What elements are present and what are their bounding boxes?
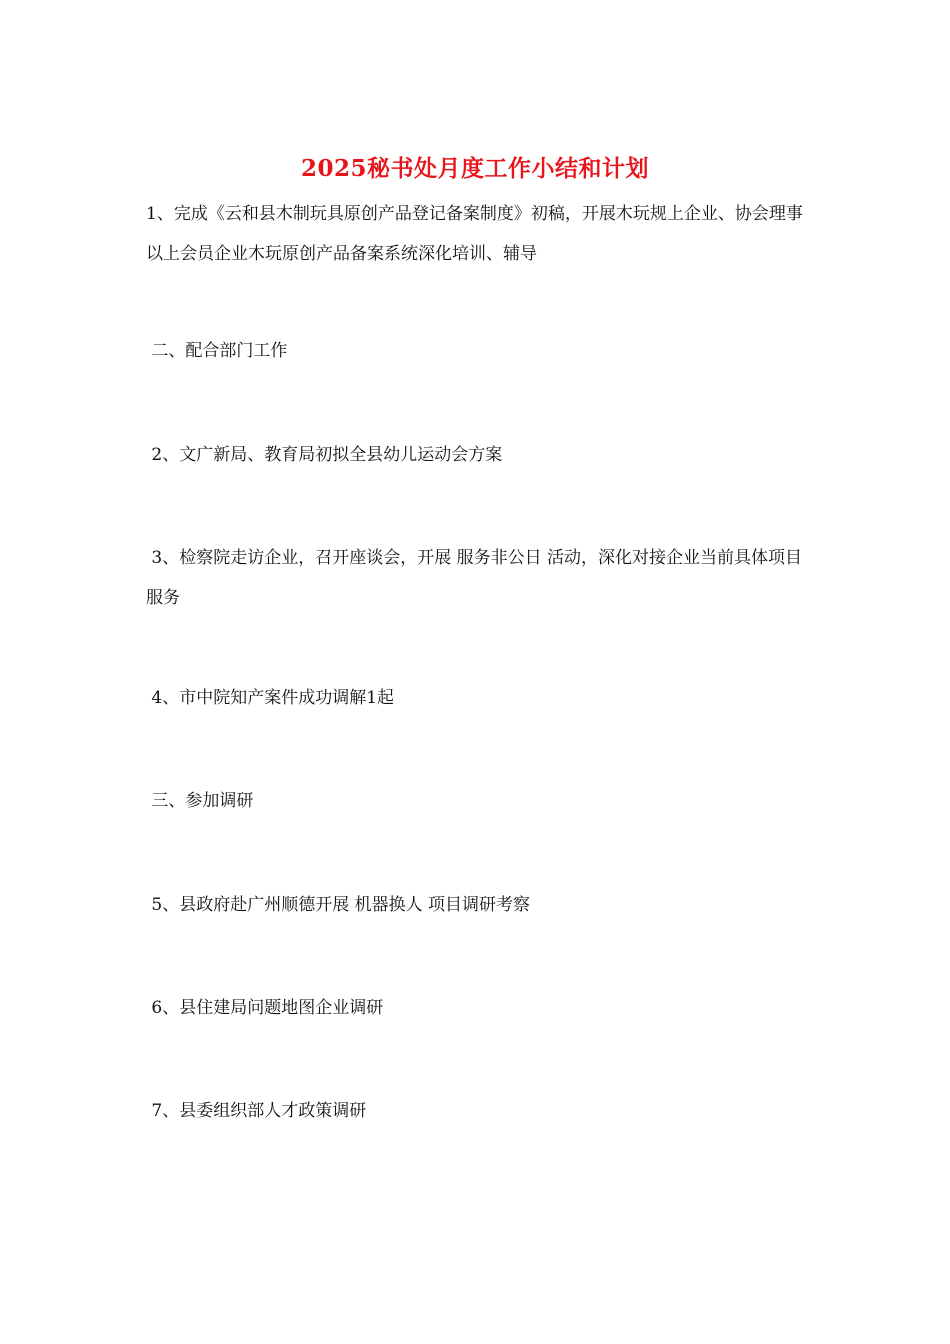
paragraph-item-5: 5、县政府赴广州顺德开展 机器换人 项目调研考察	[146, 895, 531, 915]
section-heading-research: 三、参加调研	[146, 791, 254, 811]
paragraph-item-3: 3、检察院走访企业，召开座谈会，开展 服务非公日 活动，深化对接企业当前具体项目服务	[146, 548, 803, 608]
paragraph-item-1: 1、完成《云和县木制玩具原创产品登记备案制度》初稿，开展木玩规上企业、协会理事以上会员企业木玩原创产品备案系统深化培训、辅导	[146, 204, 803, 264]
section-heading-coordination: 二、配合部门工作	[146, 341, 288, 361]
document-title: 2025秘书处月度工作小结和计划	[300, 155, 649, 182]
paragraph-item-4: 4、市中院知产案件成功调解1起	[146, 688, 395, 708]
paragraph-item-2: 2、文广新局、教育局初拟全县幼儿运动会方案	[146, 445, 503, 465]
paragraph-item-6: 6、县住建局问题地图企业调研	[146, 998, 384, 1018]
paragraph-item-7: 7、县委组织部人才政策调研	[146, 1101, 367, 1121]
